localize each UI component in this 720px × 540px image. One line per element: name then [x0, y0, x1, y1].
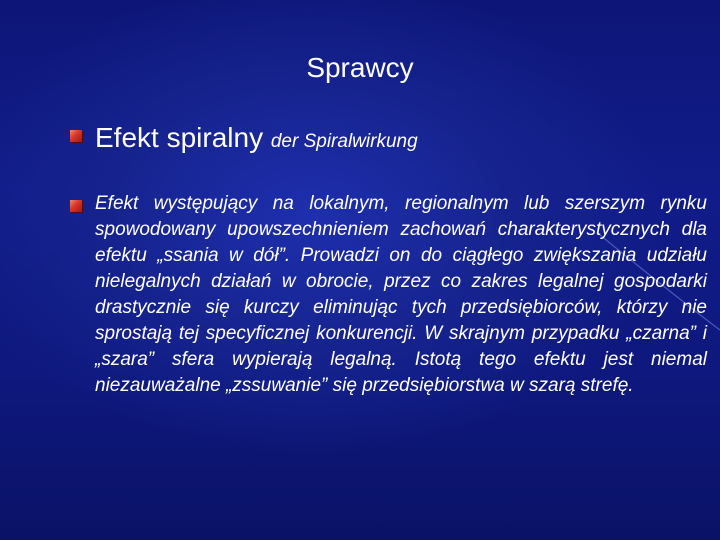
bullet-heading-sub: der Spiralwirkung [270, 131, 418, 152]
slide-title: Sprawcy [306, 52, 414, 83]
bullet-square-icon [70, 130, 82, 142]
bullet-heading-main: Efekt spiralny [95, 122, 264, 153]
bullet-item-paragraph: Efekt występujący na lokalnym, regionalnym lub szerszym rynku spowodowany upowszechnieniem zachowań charakterystycznych dla efektu „ssania w dół”. Prowadzi on do ciągłego zwiększania udziału nielegalnych działań w obrocie, przez co zakres legalnej gospodarki drastycznie się kurczy eliminując tych przedsiębiorców, którzy nie sprostają tej specyficznej konkurencji. W skrajnym przypadku „czarna” i „szara” sfera wypierają legalną. Istotą tego efektu jest niemal niezauważalne „zssuwanie” się przedsiębiorstwa w szarą strefę. [95, 193, 707, 396]
bullet-item-heading [95, 120, 695, 160]
bullet-square-icon [70, 200, 82, 212]
